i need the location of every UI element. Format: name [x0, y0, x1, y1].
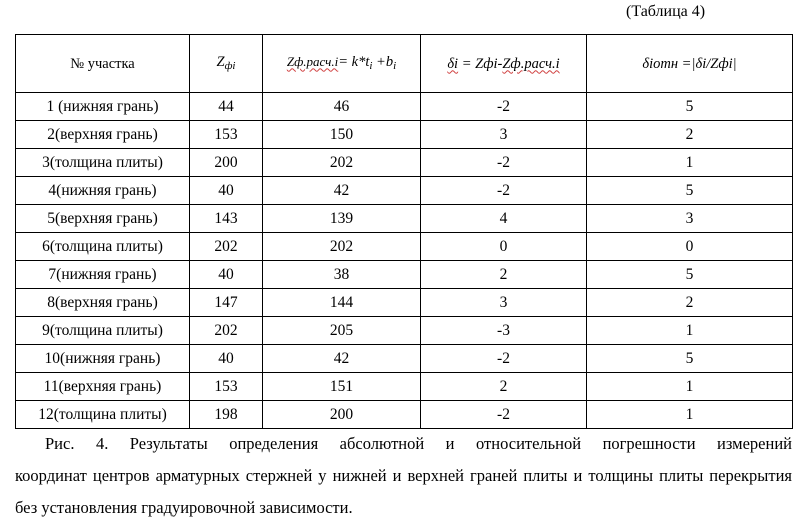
header-zcalc-main: Zф.расч.i — [286, 53, 339, 69]
cell-zcalc: 144 — [263, 289, 421, 317]
cell-delta: 3 — [421, 289, 587, 317]
results-table — [15, 34, 793, 429]
cell-zcalc: 38 — [263, 261, 421, 289]
cell-zf: 153 — [190, 373, 263, 401]
table-row — [16, 205, 793, 233]
cell-delta: -2 — [421, 93, 587, 121]
cell-section: 10(нижняя грань) — [16, 345, 190, 373]
table-row — [16, 345, 793, 373]
cell-section: 4(нижняя грань) — [16, 177, 190, 205]
cell-zcalc: 202 — [263, 233, 421, 261]
header-zcalc — [263, 35, 421, 93]
cell-delta: -3 — [421, 317, 587, 345]
cell-zcalc: 150 — [263, 121, 421, 149]
header-section-label: № участка — [70, 55, 135, 72]
table-body — [16, 93, 793, 429]
cell-delta-rel: 0 — [587, 233, 793, 261]
cell-section: 8(верхняя грань) — [16, 289, 190, 317]
cell-delta-rel: 5 — [587, 261, 793, 289]
cell-delta: -2 — [421, 149, 587, 177]
cell-delta-rel: 5 — [587, 345, 793, 373]
table-number-label: (Таблица 4) — [626, 3, 706, 20]
cell-delta: 2 — [421, 373, 587, 401]
header-zf — [190, 35, 263, 93]
cell-section: 7(нижняя грань) — [16, 261, 190, 289]
cell-zcalc: 200 — [263, 401, 421, 429]
cell-delta-rel: 1 — [587, 149, 793, 177]
table-row — [16, 177, 793, 205]
table-row — [16, 373, 793, 401]
figure-caption — [15, 428, 792, 524]
cell-zf: 40 — [190, 177, 263, 205]
cell-delta: 0 — [421, 233, 587, 261]
cell-delta-rel: 1 — [587, 401, 793, 429]
table-row — [16, 149, 793, 177]
cell-section: 3(толщина плиты) — [16, 149, 190, 177]
header-delta-rel-label: δiотн =|δi/Zфi| — [642, 55, 737, 72]
cell-delta-rel: 2 — [587, 289, 793, 317]
cell-zcalc: 151 — [263, 373, 421, 401]
cell-delta-rel: 5 — [587, 177, 793, 205]
header-delta-c: Zф.расч.i — [502, 55, 560, 72]
cell-zf: 198 — [190, 401, 263, 429]
cell-zf: 153 — [190, 121, 263, 149]
table-row — [16, 261, 793, 289]
cell-delta-rel: 1 — [587, 317, 793, 345]
cell-zf: 202 — [190, 233, 263, 261]
header-section — [16, 35, 190, 93]
cell-section: 1 (нижняя грань) — [16, 93, 190, 121]
cell-zcalc: 42 — [263, 177, 421, 205]
cell-section: 9(толщина плиты) — [16, 317, 190, 345]
table-row — [16, 317, 793, 345]
cell-delta: 3 — [421, 121, 587, 149]
figure-caption-line-1: Рис. 4. Результаты определения абсолютной и относительной погрешности измерений — [45, 434, 792, 453]
header-delta-b: = Zфi- — [458, 55, 503, 72]
cell-section: 11(верхняя грань) — [16, 373, 190, 401]
header-delta-a: δi — [447, 55, 459, 72]
cell-delta-rel: 2 — [587, 121, 793, 149]
cell-zf: 202 — [190, 317, 263, 345]
cell-delta: -2 — [421, 177, 587, 205]
cell-delta: -2 — [421, 401, 587, 429]
table-row — [16, 289, 793, 317]
cell-section: 5(верхняя грань) — [16, 205, 190, 233]
cell-delta-rel: 1 — [587, 373, 793, 401]
cell-zf: 40 — [190, 261, 263, 289]
cell-zf: 44 — [190, 93, 263, 121]
cell-delta: -2 — [421, 345, 587, 373]
header-zcalc-b-sub: i — [393, 59, 397, 72]
header-delta — [421, 35, 587, 93]
header-zf-main: Z — [216, 53, 225, 70]
cell-zcalc: 202 — [263, 149, 421, 177]
cell-section: 12(толщина плиты) — [16, 401, 190, 429]
cell-zf: 200 — [190, 149, 263, 177]
cell-delta-rel: 3 — [587, 205, 793, 233]
table-row — [16, 401, 793, 429]
table-header-row — [16, 35, 793, 93]
cell-delta: 2 — [421, 261, 587, 289]
header-zf-sub: фi — [224, 59, 236, 72]
table-row — [16, 121, 793, 149]
cell-zf: 147 — [190, 289, 263, 317]
cell-section: 2(верхняя грань) — [16, 121, 190, 149]
cell-zf: 143 — [190, 205, 263, 233]
cell-zcalc: 42 — [263, 345, 421, 373]
header-zcalc-middle: = k*t — [338, 53, 370, 70]
cell-zcalc: 139 — [263, 205, 421, 233]
cell-zcalc: 46 — [263, 93, 421, 121]
header-delta-rel — [587, 35, 793, 93]
table-row — [16, 233, 793, 261]
header-zcalc-t-sub: i — [369, 59, 373, 72]
cell-zcalc: 205 — [263, 317, 421, 345]
cell-zf: 40 — [190, 345, 263, 373]
cell-delta: 4 — [421, 205, 587, 233]
cell-section: 6(толщина плиты) — [16, 233, 190, 261]
table-row — [16, 93, 793, 121]
cell-delta-rel: 5 — [587, 93, 793, 121]
figure-caption-rest: координат центров арматурных стержней у нижней и верхней граней плиты и толщины плиты перекрытия без установления градуировочной зависимости. — [15, 466, 792, 517]
header-zcalc-plus: +b — [372, 53, 394, 70]
